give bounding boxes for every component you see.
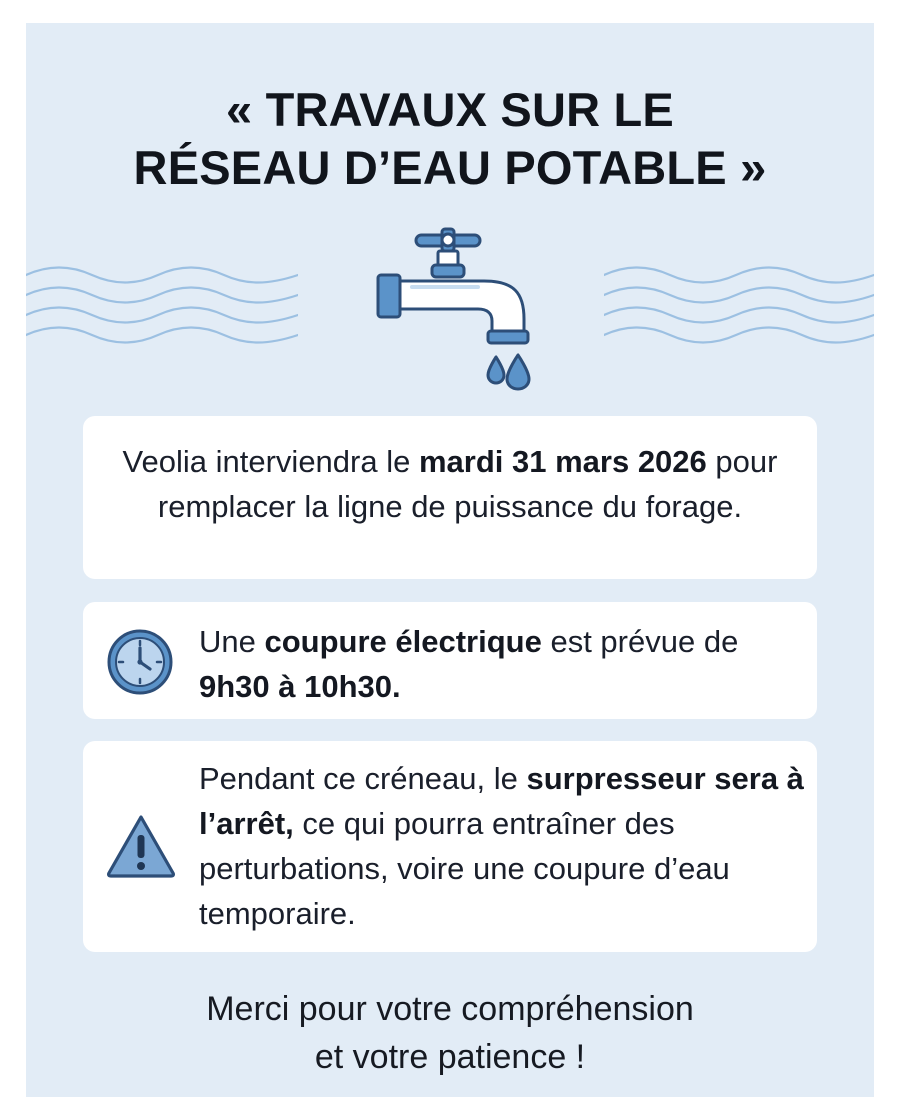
power-cut-highlight: coupure électrique <box>264 624 542 659</box>
work-announcement-text <box>103 439 797 529</box>
disruption-warning-text <box>199 756 809 936</box>
power-cut-time: 9h30 à 10h30. <box>199 669 401 704</box>
power-cut-middle: est prévue de <box>541 624 739 659</box>
water-waves-left-icon <box>26 263 298 363</box>
water-tap-dripping-icon <box>372 223 532 393</box>
clock-icon <box>105 627 175 697</box>
warning-suffix: ce qui pourra entraîner des perturbations, voire une coupure d’eau temporaire. <box>199 806 730 931</box>
warning-prefix: Pendant ce créneau, le <box>199 761 527 796</box>
power-cut-text <box>199 619 809 709</box>
poster-title <box>26 81 874 197</box>
disruption-warning-card <box>83 741 817 952</box>
intro-suffix: pour remplacer la ligne de puissance du forage. <box>157 444 778 524</box>
closing-line-2: et votre patience ! <box>314 1038 586 1076</box>
title-line-2: RÉSEAU D’EAU POTABLE » <box>133 141 767 194</box>
closing-message <box>26 985 874 1081</box>
warning-highlight: surpresseur sera à l’arrêt, <box>199 761 804 841</box>
work-announcement-card <box>83 416 817 579</box>
closing-line-1: Merci pour votre compréhension <box>206 990 694 1028</box>
title-line-1: « TRAVAUX SUR LE <box>225 83 674 136</box>
power-cut-card <box>83 602 817 719</box>
power-cut-prefix: Une <box>199 624 265 659</box>
intro-prefix: Veolia interviendra le <box>122 444 419 479</box>
warning-triangle-icon <box>105 813 177 879</box>
water-waves-right-icon <box>604 263 874 363</box>
notice-poster <box>26 23 874 1097</box>
intervention-date: mardi 31 mars 2026 <box>418 444 707 479</box>
